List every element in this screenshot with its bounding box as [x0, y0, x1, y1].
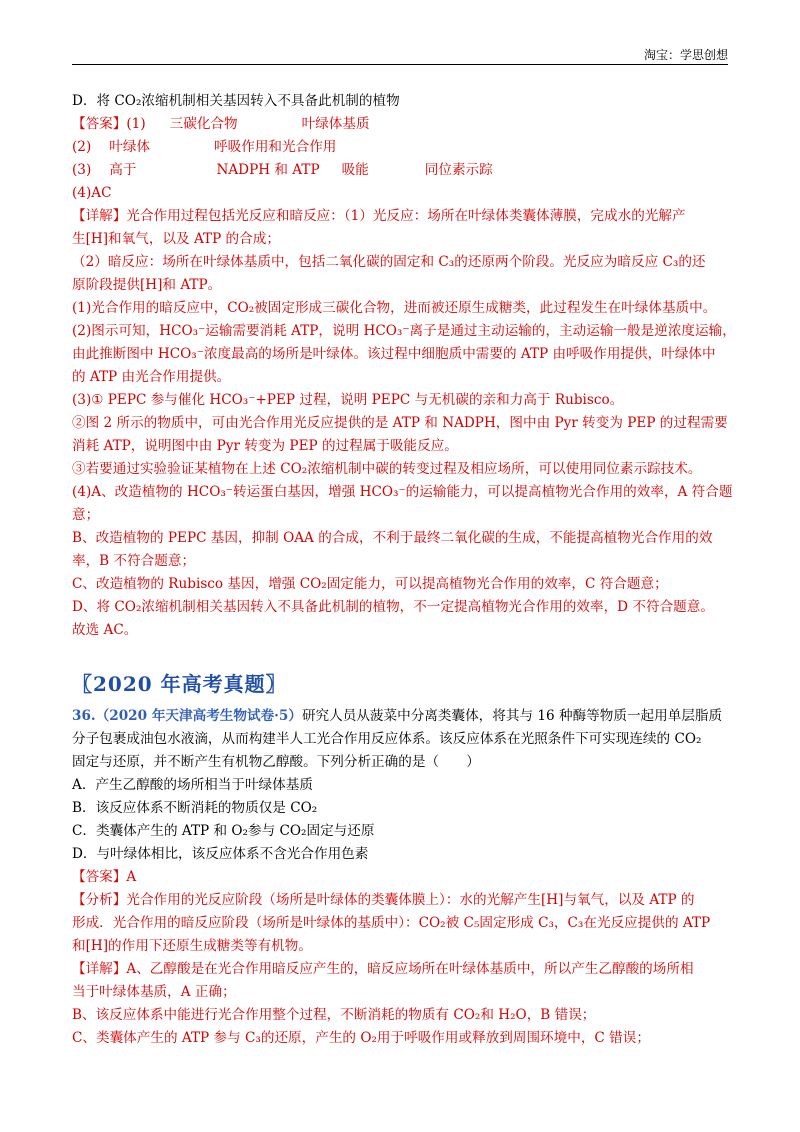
detail-line-2: 生[H]和氧气，以及 ATP 的合成； — [72, 231, 280, 247]
question-36-option-b: B．该反应体系不断消耗的物质仅是 CO₂ — [72, 800, 318, 816]
page-header — [72, 40, 728, 65]
question-36-option-a: A．产生乙醇酸的场所相当于叶绿体基质 — [72, 777, 313, 793]
answer-line-3 — [72, 159, 728, 182]
detail-line-18: D、将 CO₂浓缩机制相关基因转入不具备此机制的植物，不一定提高植物光合作用的效率，D 不符合题意。 — [72, 599, 714, 615]
answer-2-a: 叶绿体 — [109, 139, 151, 155]
detail-line-10: ②图 2 所示的物质中，可由光合作用光反应提供的是 ATP 和 NADPH，图中由 Pyr 转变为 PEP 的过程需要 — [72, 415, 728, 431]
detail-line-13: (4)A、改造植物的 HCO₃⁻转运蛋白基因，增强 HCO₃⁻的运输能力，可以提高植物光合作用的效率，A 符合题 — [72, 484, 733, 500]
answer-3-b: NADPH 和 ATP — [216, 162, 320, 178]
answer-2-num: (2) — [72, 139, 92, 155]
question-36-stem-3: 固定与还原，并不断产生有机物乙醇酸。下列分析正确的是（ ） — [72, 754, 480, 770]
detail-line-8: 的 ATP 由光合作用提供。 — [72, 369, 231, 385]
detail-line-5: (1)光合作用的暗反应中，CO₂被固定形成三碳化合物，进而被还原生成糖类，此过程发生在叶绿体基质中。 — [72, 300, 717, 316]
detail-line-3: （2）暗反应：场所在叶绿体基质中，包括二氧化碳的固定和 C₃的还原两个阶段。光反应为暗反应 C₃的还 — [72, 254, 706, 270]
question-stem-1: 研究人员从菠菜中分离类囊体，将其与 16 种酶等物质一起用单层脂质 — [301, 708, 723, 724]
detail-line-19: 故选 AC。 — [72, 622, 138, 638]
answer-3-a: 高于 — [109, 162, 137, 178]
option-d: D．将 CO₂浓缩机制相关基因转入不具备此机制的植物 — [72, 93, 400, 109]
detail-line-16: 率，B 不符合题意； — [72, 553, 196, 569]
answer-line-1 — [72, 113, 728, 136]
question-36-analysis-1: 【分析】光合作用的光反应阶段（场所是叶绿体的类囊体膜上）：水的光解产生[H]与氧气，以及 ATP 的 — [72, 892, 695, 908]
detail-line-9: (3)① PEPC 参与催化 HCO₃⁻+PEP 过程，说明 PEPC 与无机碳的亲和力高于 Rubisco。 — [72, 392, 624, 408]
answer-3-d: 同位素示踪 — [424, 162, 493, 178]
answer-1-b: 叶绿体基质 — [301, 116, 370, 132]
answer-1-a: 三碳化合物 — [169, 116, 238, 132]
question-36-stem-2: 分子包裹成油包水液滴，从而构建半人工光合作用反应体系。该反应体系在光照条件下可实现连续的 CO₂ — [72, 731, 702, 747]
question-36-detail-3: B、该反应体系中能进行光合作用整个过程，不断消耗的物质有 CO₂和 H₂O，B 错误； — [72, 1007, 596, 1023]
document-body — [72, 90, 736, 1050]
question-36-stem-1 — [72, 705, 728, 728]
detail-line-4: 原阶段提供[H]和 ATP。 — [72, 277, 222, 293]
detail-line-14: 意； — [72, 507, 100, 523]
detail-line-11: 消耗 ATP，说明图中由 Pyr 转变为 PEP 的过程属于吸能反应。 — [72, 438, 458, 454]
section-title: 〖2020 年高考真题〗 — [72, 672, 287, 696]
question-36-analysis-3: 和[H]的作用下还原生成糖类等有机物。 — [72, 938, 312, 954]
answer-3-num: (3) — [72, 162, 92, 178]
answer-2-b: 呼吸作用和光合作用 — [214, 139, 337, 155]
answer-3-c: 吸能 — [341, 162, 369, 178]
question-36-analysis-2: 形成．光合作用的暗反应阶段（场所是叶绿体的基质中）：CO₂被 C₅固定形成 C₃，C₃在光反应提供的 ATP — [72, 915, 711, 931]
question-36-detail-2: 当于叶绿体基质，A 正确； — [72, 984, 236, 1000]
detail-line-6: (2)图示可知，HCO₃⁻运输需要消耗 ATP，说明 HCO₃⁻离子是通过主动运输的，主动运输一般是逆浓度运输， — [72, 323, 736, 339]
question-source: （2020 年天津高考生物试卷·5） — [95, 708, 302, 724]
answer-1-num: (1) — [126, 116, 146, 132]
question-36-detail-4: C、类囊体产生的 ATP 参与 C₃的还原，产生的 O₂用于呼吸作用或释放到周围环境中，C 错误； — [72, 1030, 650, 1046]
detail-line-12: ③若要通过实验验证某植物在上述 CO₂浓缩机制中碳的转变过程及相应场所，可以使用同位素示踪技术。 — [72, 461, 702, 477]
detail-line-7: 由此推断图中 HCO₃⁻浓度最高的场所是叶绿体。该过程中细胞质中需要的 ATP 由呼吸作用提供，叶绿体中 — [72, 346, 716, 362]
answer-line-2 — [72, 136, 728, 159]
question-36-detail-1: 【详解】A、乙醇酸是在光合作用暗反应产生的，暗反应场所在叶绿体基质中，所以产生乙醇酸的场所相 — [72, 961, 694, 977]
answer-label: 【答案】 — [72, 116, 127, 132]
question-36-answer: 【答案】A — [72, 869, 137, 885]
detail-line-17: C、改造植物的 Rubisco 基因，增强 CO₂固定能力，可以提高植物光合作用的效率，C 符合题意； — [72, 576, 668, 592]
detail-line-15: B、改造植物的 PEPC 基因，抑制 OAA 的合成，不利于最终二氧化碳的生成，不能提高植物光合作用的效 — [72, 530, 713, 546]
header-text: 淘宝：学思创想 — [643, 48, 728, 62]
answer-line-4: (4)AC — [72, 185, 112, 201]
question-36-option-c: C．类囊体产生的 ATP 和 O₂参与 CO₂固定与还原 — [72, 823, 375, 839]
question-36-option-d: D．与叶绿体相比，该反应体系不含光合作用色素 — [72, 846, 369, 862]
detail-line-1: 【详解】光合作用过程包括光反应和暗反应：（1）光反应：场所在叶绿体类囊体薄膜，完成水的光解产 — [72, 208, 686, 224]
question-number: 36. — [72, 708, 96, 724]
